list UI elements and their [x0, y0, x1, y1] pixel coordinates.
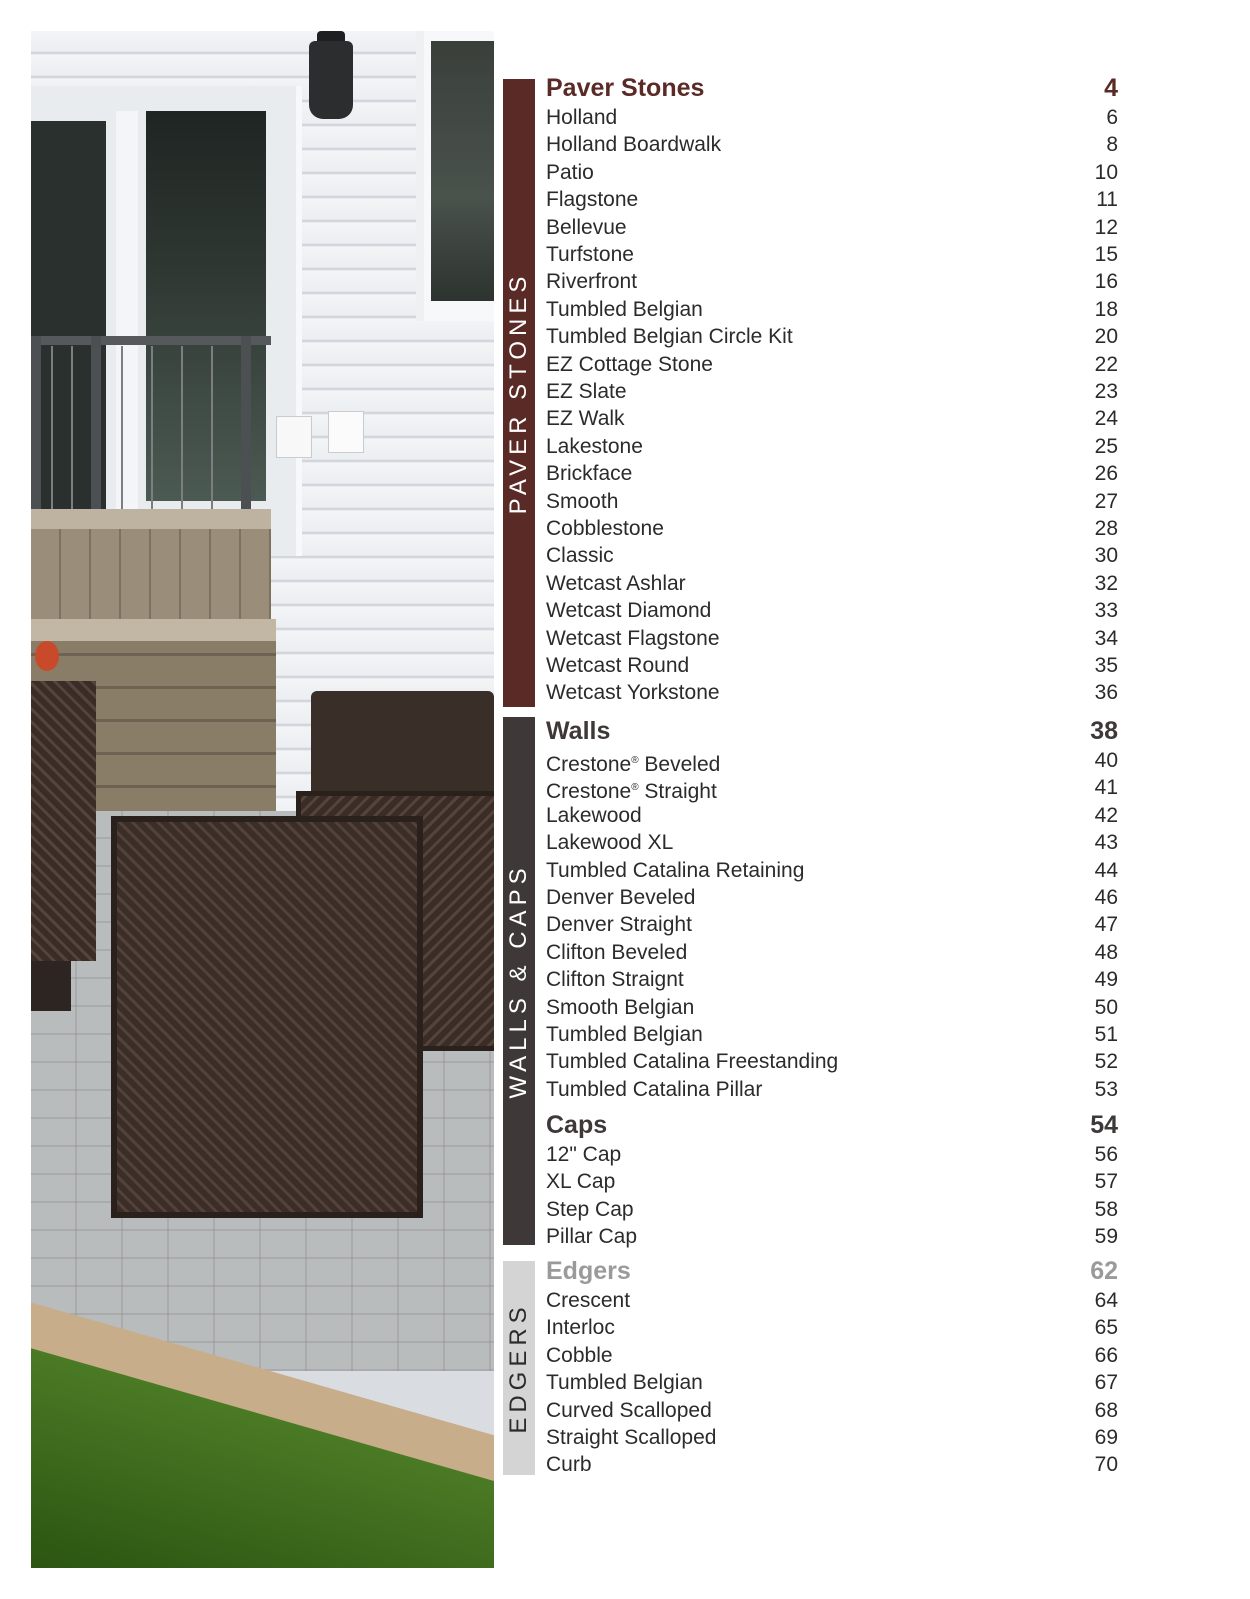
item-page-number: 30 — [1094, 544, 1118, 568]
item-name: Tumbled Belgian — [546, 1371, 703, 1395]
item-name: Wetcast Flagstone — [546, 626, 720, 650]
item-name: Cobble — [546, 1343, 613, 1367]
section-page-number: 54 — [1090, 1111, 1118, 1139]
item-page-number: 6 — [1106, 106, 1118, 129]
item-page-number: 16 — [1094, 270, 1118, 294]
item-page-number: 43 — [1094, 831, 1118, 855]
toc-row — [546, 131, 1118, 159]
toc-row — [546, 104, 1118, 132]
item-name: Bellevue — [546, 215, 627, 239]
item-page-number: 67 — [1094, 1371, 1118, 1395]
item-page-number: 64 — [1094, 1289, 1118, 1312]
section-bar-paver-stones — [503, 79, 535, 707]
item-name: Tumbled Belgian Circle Kit — [546, 325, 793, 349]
toc-row — [546, 323, 1118, 351]
toc-row — [546, 884, 1118, 912]
item-name: Lakewood XL — [546, 831, 674, 855]
toc-row — [546, 1141, 1118, 1169]
toc-row — [546, 1451, 1118, 1479]
item-name: Crescent — [546, 1289, 631, 1312]
toc-row — [546, 488, 1118, 516]
toc-row — [546, 460, 1118, 488]
wicker-chair-front — [111, 816, 423, 1218]
rail-bar — [151, 346, 153, 526]
toc-row — [546, 351, 1118, 379]
toc-row — [546, 1314, 1118, 1342]
item-name: EZ Cottage Stone — [546, 352, 713, 376]
section-bar-label: WALLS & CAPS — [505, 863, 532, 1099]
item-page-number: 51 — [1094, 1023, 1118, 1046]
wall-outlet — [276, 416, 312, 458]
retaining-wall-cap-lower — [31, 619, 276, 641]
toc-row — [546, 214, 1118, 242]
item-page-number: 50 — [1094, 995, 1118, 1019]
item-page-number: 34 — [1094, 626, 1118, 650]
item-page-number: 27 — [1094, 489, 1118, 513]
rail-top — [31, 336, 271, 345]
item-page-number: 15 — [1094, 243, 1118, 266]
item-name: XL Cap — [546, 1170, 616, 1194]
upper-window-glass — [431, 41, 494, 301]
item-name: Wetcast Ashlar — [546, 571, 686, 595]
item-name: Denver Straight — [546, 913, 692, 937]
toc-row — [546, 1048, 1118, 1076]
item-name: Wetcast Yorkstone — [546, 681, 720, 705]
item-name: EZ Slate — [546, 380, 627, 403]
item-name: Step Cap — [546, 1197, 634, 1221]
item-page-number: 49 — [1094, 968, 1118, 992]
patio-photo — [31, 31, 494, 1568]
toc-row — [546, 241, 1118, 269]
item-name: Wetcast Round — [546, 654, 690, 677]
toc-row — [546, 1196, 1118, 1224]
toc-row — [546, 542, 1118, 570]
item-page-number: 40 — [1094, 749, 1118, 772]
section-title: Edgers — [546, 1257, 631, 1285]
item-page-number: 32 — [1094, 571, 1118, 595]
item-page-number: 26 — [1094, 462, 1118, 486]
item-page-number: 33 — [1094, 599, 1118, 623]
item-page-number: 22 — [1094, 352, 1118, 376]
section-page-number: 38 — [1090, 717, 1118, 745]
item-name: Curb — [546, 1453, 592, 1477]
toc-row — [546, 597, 1118, 625]
item-name: Crestone® Straight — [546, 780, 717, 804]
item-name: Patio — [546, 160, 594, 184]
item-page-number: 56 — [1094, 1143, 1118, 1166]
item-page-number: 66 — [1094, 1343, 1118, 1367]
toc-row — [546, 515, 1118, 543]
item-name: Lakewood — [546, 803, 642, 827]
item-name: Smooth — [546, 489, 619, 513]
item-page-number: 69 — [1094, 1426, 1118, 1449]
section-title: Walls — [546, 717, 611, 745]
item-name: Tumbled Catalina Pillar — [546, 1077, 763, 1101]
item-name: Holland Boardwalk — [546, 133, 722, 157]
rail-bar — [121, 346, 123, 526]
section-bar-walls-caps — [503, 717, 535, 1245]
item-page-number: 23 — [1094, 380, 1118, 403]
toc-heading-pavers — [546, 74, 1118, 102]
toc-row — [546, 268, 1118, 296]
item-page-number: 58 — [1094, 1197, 1118, 1221]
item-name: 12" Cap — [546, 1143, 622, 1166]
item-name: Smooth Belgian — [546, 995, 695, 1019]
toc-row — [546, 1021, 1118, 1049]
section-title: Paver Stones — [546, 74, 705, 102]
item-page-number: 35 — [1094, 654, 1118, 677]
item-page-number: 59 — [1094, 1225, 1118, 1249]
item-name: Brickface — [546, 462, 633, 486]
item-page-number: 8 — [1106, 133, 1118, 157]
toc-row — [546, 433, 1118, 461]
toc-row — [546, 774, 1118, 802]
item-page-number: 10 — [1094, 160, 1118, 184]
toc-row — [546, 911, 1118, 939]
toc-row — [546, 1287, 1118, 1315]
item-page-number: 48 — [1094, 940, 1118, 964]
rail-bar — [211, 346, 213, 526]
item-name: Interloc — [546, 1316, 615, 1340]
toc-row — [546, 1168, 1118, 1196]
item-name: Curved Scalloped — [546, 1398, 712, 1422]
item-name: Pillar Cap — [546, 1225, 638, 1249]
item-page-number: 46 — [1094, 886, 1118, 909]
item-name: Wetcast Diamond — [546, 599, 712, 623]
item-page-number: 24 — [1094, 407, 1118, 431]
toc-row — [546, 570, 1118, 598]
item-page-number: 18 — [1094, 297, 1118, 321]
toc-row — [546, 625, 1118, 653]
toc-row — [546, 1397, 1118, 1425]
toc-row — [546, 939, 1118, 967]
retaining-wall-cap-upper — [31, 509, 271, 529]
item-name: Classic — [546, 544, 614, 568]
section-bar-label: EDGERS — [505, 1302, 532, 1434]
item-name: Denver Beveled — [546, 886, 696, 909]
item-name: Cobblestone — [546, 517, 664, 540]
rail-bar — [51, 346, 53, 526]
toc-heading-edgers — [546, 1257, 1118, 1285]
rail-bar — [181, 346, 183, 526]
item-page-number: 44 — [1094, 858, 1118, 882]
toc-row — [546, 652, 1118, 680]
item-page-number: 20 — [1094, 325, 1118, 349]
toc-row — [546, 1223, 1118, 1251]
item-page-number: 57 — [1094, 1170, 1118, 1194]
section-bar-edgers — [503, 1261, 535, 1475]
item-page-number: 36 — [1094, 681, 1118, 705]
item-name: Lakestone — [546, 434, 643, 458]
item-page-number: 53 — [1094, 1077, 1118, 1101]
toc-row — [546, 747, 1118, 775]
item-name: Clifton Straignt — [546, 968, 684, 992]
item-name: Tumbled Belgian — [546, 1023, 703, 1046]
item-page-number: 42 — [1094, 803, 1118, 827]
item-name: EZ Walk — [546, 407, 625, 431]
toc-row — [546, 966, 1118, 994]
toc-row — [546, 857, 1118, 885]
toc-row — [546, 994, 1118, 1022]
wicker-storage-box — [311, 691, 494, 801]
toc-heading-walls — [546, 717, 1118, 745]
item-page-number: 52 — [1094, 1050, 1118, 1074]
item-name: Tumbled Catalina Freestanding — [546, 1050, 839, 1074]
item-name: Crestone® Beveled — [546, 753, 721, 776]
item-name: Flagstone — [546, 188, 639, 212]
toc-row — [546, 1076, 1118, 1104]
item-page-number: 41 — [1094, 776, 1118, 800]
toc-row — [546, 378, 1118, 406]
wall-switch-plate — [328, 411, 364, 453]
section-title: Caps — [546, 1111, 608, 1139]
toc-row — [546, 159, 1118, 187]
item-page-number: 11 — [1096, 188, 1118, 212]
toc-heading-caps — [546, 1111, 1118, 1139]
item-name: Turfstone — [546, 243, 634, 266]
item-page-number: 25 — [1094, 434, 1118, 458]
item-page-number: 47 — [1094, 913, 1118, 937]
toc-row — [546, 1369, 1118, 1397]
section-bar-label: PAVER STONES — [505, 271, 532, 515]
item-page-number: 70 — [1094, 1453, 1118, 1477]
item-name: Tumbled Catalina Retaining — [546, 858, 805, 882]
section-page-number: 4 — [1104, 74, 1118, 102]
toc-row — [546, 405, 1118, 433]
toc-row — [546, 296, 1118, 324]
item-page-number: 65 — [1094, 1316, 1118, 1340]
toc-row — [546, 829, 1118, 857]
wall-lamp — [309, 41, 353, 119]
flowers — [35, 641, 59, 671]
section-page-number: 62 — [1090, 1257, 1118, 1285]
toc-row — [546, 802, 1118, 830]
item-name: Clifton Beveled — [546, 940, 688, 964]
item-page-number: 28 — [1094, 517, 1118, 540]
toc-row — [546, 679, 1118, 707]
rail-bar — [71, 346, 73, 526]
item-name: Holland — [546, 106, 618, 129]
wicker-chair-left — [31, 681, 96, 961]
item-page-number: 68 — [1094, 1398, 1118, 1422]
toc-row — [546, 1424, 1118, 1452]
item-name: Straight Scalloped — [546, 1426, 717, 1449]
toc-row — [546, 1342, 1118, 1370]
toc-row — [546, 186, 1118, 214]
item-page-number: 12 — [1094, 215, 1118, 239]
item-name: Riverfront — [546, 270, 638, 294]
item-name: Tumbled Belgian — [546, 297, 703, 321]
